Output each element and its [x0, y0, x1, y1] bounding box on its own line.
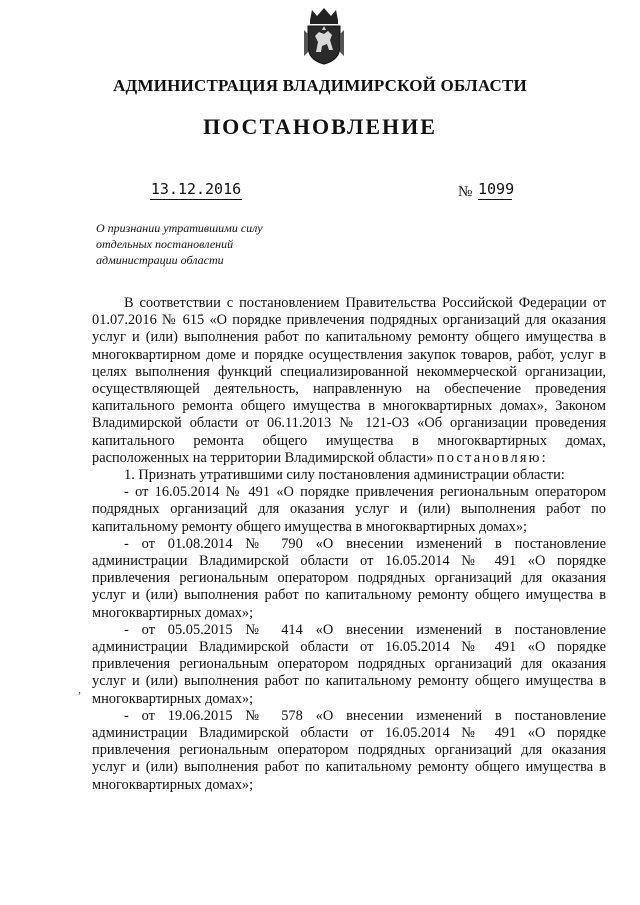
subitem-paragraph: - от 16.05.2014 № 491 «О порядке привлечения региональным оператором подрядных организаций для оказания услуг и (или) выполнения работ по капитальному ремонту общего имущества в многоквартирных домах»;	[92, 484, 606, 535]
subitem-paragraph: - от 01.08.2014 № 790 «О внесении изменений в постановление администрации Владимирской области от 16.05.2014 № 491 «О порядке привлечения региональным оператором подрядных организаций для оказания услуг и (или) выполнения работ по капитальному ремонту общего имущества в многоквартирных домах»;	[92, 535, 606, 621]
document-date: 13.12.2016	[150, 180, 242, 198]
subitem-paragraph: - от 05.05.2015 № 414 «О внесении изменений в постановление администрации Владимирской области от 16.05.2014 № 491 «О порядке привлечения региональным оператором подрядных организаций для оказания услуг и (или) выполнения работ по капитальному ремонту общего имущества в многоквартирных домах»;	[92, 621, 606, 707]
decree-word: постановляю:	[436, 449, 548, 466]
document-number: 1099	[478, 180, 515, 198]
coat-of-arms-icon	[302, 6, 346, 66]
document-body	[92, 295, 606, 794]
preamble-text: В соответствии с постановлением Правительства Российской Федерации от 01.07.2016 № 615 «О порядке привлечения подрядных организаций для оказания услуг и (или) выполнения работ по капитальному ремонту общего имущества в многоквартирном доме и порядке осуществления закупок товаров, работ, услуг в целях выполнения функций специализированной некоммерческой организации, осуществляющей деятельность, направленную на обеспечение проведения капитального ремонта общего имущества в многоквартирных домах», Законом Владимирской области от 06.11.2013 № 121-ОЗ «Об организации проведения капитального ремонта общего имущества в многоквартирных домах, расположенных на территории Владимирской области»	[92, 295, 606, 466]
margin-mark: ,	[78, 682, 81, 696]
subitem-paragraph: - от 19.06.2015 № 578 «О внесении изменений в постановление администрации Владимирской области от 16.05.2014 № 491 «О порядке привлечения региональным оператором подрядных организаций для оказания услуг и (или) выполнения работ по капитальному ремонту общего имущества в многоквартирных домах»;	[92, 707, 606, 793]
document-type: ПОСТАНОВЛЕНИЕ	[203, 114, 437, 139]
item-1-paragraph: 1. Признать утратившими силу постановления администрации области:	[124, 467, 565, 484]
number-sign: №	[458, 184, 473, 200]
subject-line: администрации области	[96, 253, 224, 267]
subject-line: отдельных постановлений	[96, 237, 234, 251]
preamble-paragraph	[92, 295, 606, 467]
organization-title: АДМИНИСТРАЦИЯ ВЛАДИМИРСКОЙ ОБЛАСТИ	[113, 76, 527, 95]
document-subject	[96, 220, 296, 268]
subject-line: О признании утратившими силу	[96, 221, 263, 235]
